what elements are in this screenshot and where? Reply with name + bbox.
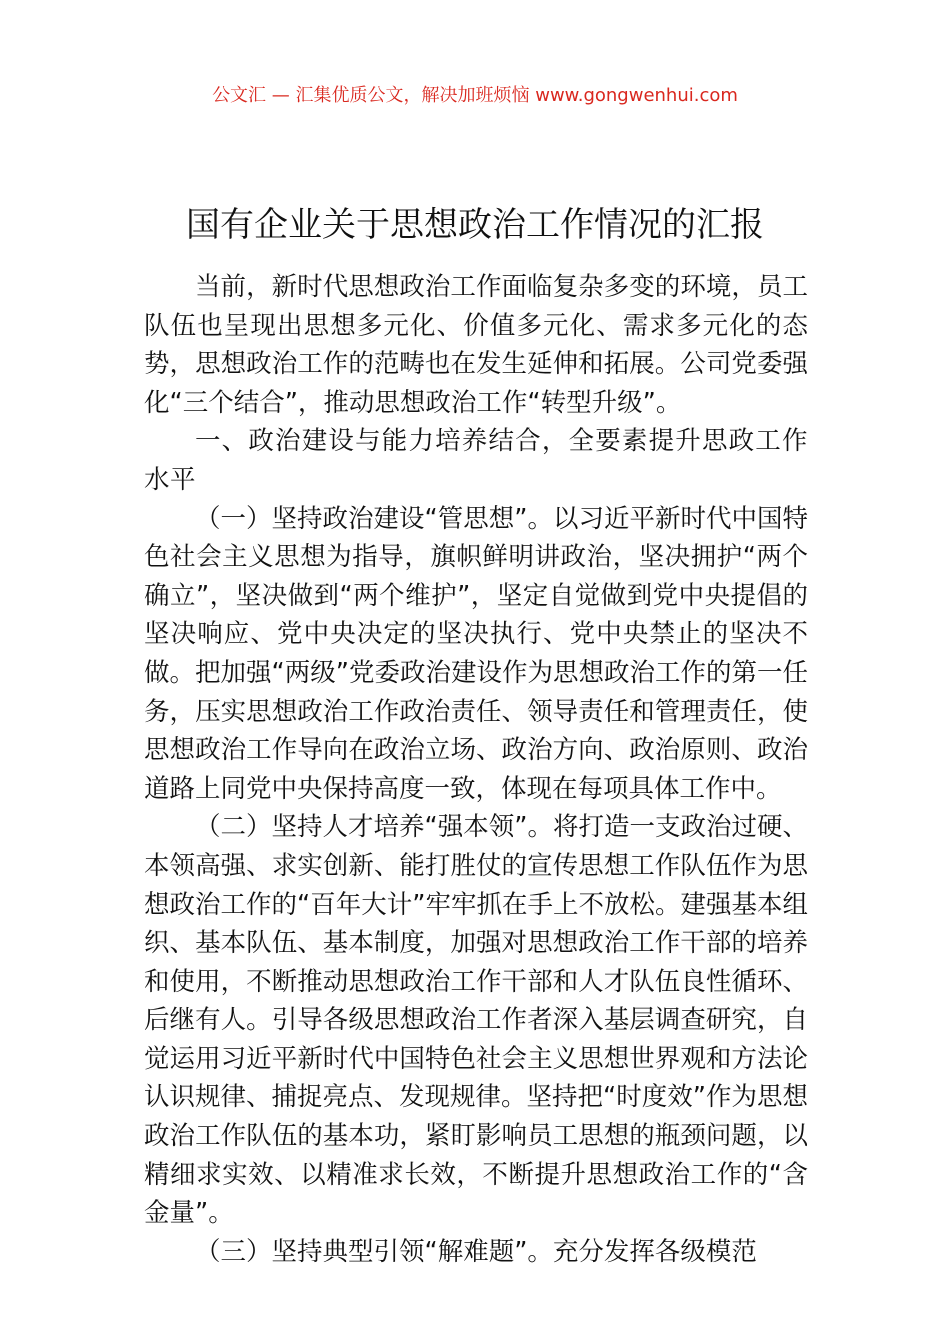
document-body xyxy=(144,268,808,1271)
subsection-paragraph-3: （三）坚持典型引领“解难题”。充分发挥各级模范 xyxy=(195,1236,757,1267)
section-heading-1: 一、政治建设与能力培养结合，全要素提升思政工作水平 xyxy=(144,426,808,495)
subsection-paragraph-2: （二）坚持人才培养“强本领”。将打造一支政治过硬、本领高强、求实创新、能打胜仗的宣传思想工作队伍作为思想政治工作的“百年大计”牢牢抓在手上不放松。建强基本组织、基本队伍、基本制度，加强对思想政治工作干部的培养和使用，不断推动思想政治工作干部和人才队伍良性循环、后继有人。引导各级思想政治工作者深入基层调查研究，自觉运用习近平新时代中国特色社会主义思想世界观和方法论认识规律、捕捉亮点、发现规律。坚持把“时度效”作为思想政治工作队伍的基本功，紧盯影响员工思想的瓶颈问题，以精细求实效、以精准求长效，不断提升思想政治工作的“含金量”。 xyxy=(144,812,808,1229)
intro-paragraph: 当前，新时代思想政治工作面临复杂多变的环境，员工队伍也呈现出思想多元化、价值多元化、需求多元化的态势，思想政治工作的范畴也在发生延伸和拓展。公司党委强化“三个结合”，推动思想政治工作“转型升级”。 xyxy=(144,272,808,418)
source-banner: 公文汇 — 汇集优质公文，解决加班烦恼 www.gongwenhui.com xyxy=(212,85,738,106)
subsection-paragraph-1: （一）坚持政治建设“管思想”。以习近平新时代中国特色社会主义思想为指导，旗帜鲜明讲政治，坚决拥护“两个确立”，坚决做到“两个维护”，坚定自觉做到党中央提倡的坚决响应、党中央决定的坚决执行、党中央禁止的坚决不做。把加强“两级”党委政治建设作为思想政治工作的第一任务，压实思想政治工作政治责任、领导责任和管理责任，使思想政治工作导向在政治立场、政治方向、政治原则、政治道路上同党中央保持高度一致，体现在每项具体工作中。 xyxy=(144,503,808,804)
page-title: 国有企业关于思想政治工作情况的汇报 xyxy=(186,204,764,245)
